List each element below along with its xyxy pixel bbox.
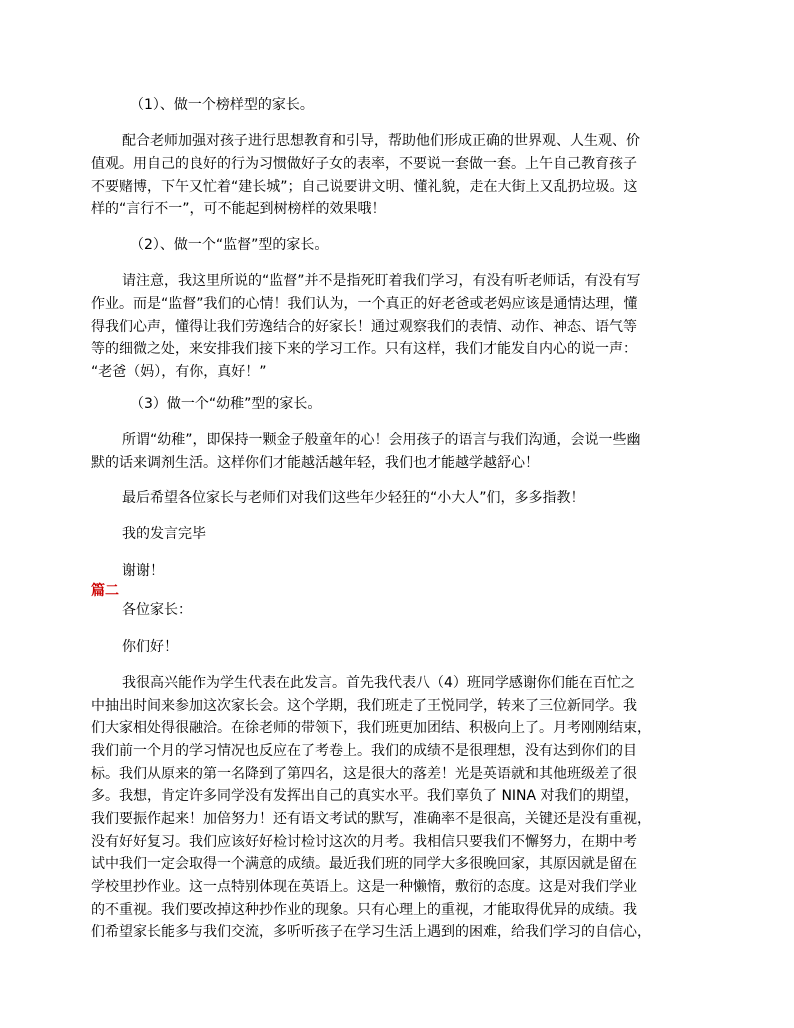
paragraph-line: 我很高兴能作为学生代表在此发言。首先我代表八（4）班同学感谢你们能在百忙之: [122, 675, 635, 691]
speech-end: 我的发言完毕: [122, 526, 206, 542]
paragraph-line: 们希望家长能多与我们交流，多听听孩子在学习生活上遇到的困难，给我们学习的自信心，: [91, 924, 651, 940]
paragraph-line: 请注意，我这里所说的“监督”并不是指死盯着我们学习，有没有听老师话，有没有写: [122, 273, 641, 289]
section-title: 篇二: [91, 583, 119, 599]
thanks: 谢谢！: [122, 563, 164, 579]
paragraph-line: 标。我们从原来的第一名降到了第四名，这是很大的落差！光是英语就和其他班级差了很: [91, 766, 637, 782]
paragraph-line: 不要赌博，下午又忙着“建长城”；自己说要讲文明、懂礼貌，走在大街上又乱扔垃圾。这: [91, 179, 638, 195]
paragraph-line: 样的“言行不一”，可不能起到树榜样的效果哦！: [91, 201, 386, 217]
paragraph-line: 们大家相处得很融洽。在徐老师的带领下，我们班更加团结、积极向上了。月考刚刚结束，: [91, 720, 651, 736]
hello: 你们好！: [122, 639, 178, 655]
greeting: 各位家长：: [122, 602, 192, 618]
heading-role-model: （1）、做一个榜样型的家长。: [130, 97, 314, 113]
paragraph-line: 的不重视。我们要改掉这种抄作业的现象。只有心理上的重视，才能取得优异的成绩。我: [91, 902, 637, 918]
paragraph-line: 得我们心声，懂得让我们劳逸结合的好家长！通过观察我们的表情、动作、神态、语气等: [91, 319, 637, 335]
closing-hope: 最后希望各位家长与老师们对我们这些年少轻狂的“小大人”们，多多指教！: [122, 490, 585, 506]
heading-childlike: （3）做一个“幼稚”型的家长。: [130, 396, 322, 412]
paragraph-line: 没有好好复习。我们应该好好检讨检讨这次的月考。我相信只要我们不懈努力，在期中考: [91, 834, 637, 850]
paragraph-line: 试中我们一定会取得一个满意的成绩。最近我们班的同学大多很晚回家，其原因就是留在: [91, 856, 637, 872]
heading-supervisor: （2）、做一个“监督”型的家长。: [130, 237, 329, 253]
paragraph-line: “老爸（妈），有你，真好！”: [91, 364, 267, 380]
paragraph-line: 学校里抄作业。这一点特别体现在英语上。这是一种懒惰，敷衍的态度。这是对我们学业: [91, 879, 637, 895]
paragraph-line: 我们前一个月的学习情况也反应在了考卷上。我们的成绩不是很理想，没有达到你们的目: [91, 743, 637, 759]
paragraph-line: 所谓“幼稚”，即保持一颗金子般童年的心！会用孩子的语言与我们沟通，会说一些幽: [122, 432, 641, 448]
paragraph-line: 中抽出时间来参加这次家长会。这个学期，我们班走了王悦同学，转来了三位新同学。我: [91, 698, 637, 714]
paragraph-line: 我们要振作起来！加倍努力！还有语文考试的默写，准确率不是很高，关键还是没有重视，: [91, 811, 651, 827]
paragraph-line: 作业。而是“监督”我们的心情！我们认为，一个真正的好老爸或老妈应该是通情达理，懂: [91, 296, 638, 312]
paragraph-line: 配合老师加强对孩子进行思想教育和引导，帮助他们形成正确的世界观、人生观、价: [122, 133, 640, 149]
paragraph-line: 值观。用自己的良好的行为习惯做好子女的表率，不要说一套做一套。上午自己教育孩子: [91, 156, 637, 172]
paragraph-line: 默的话来调剂生活。这样你们才能越活越年轻，我们也才能越学越舒心！: [91, 455, 539, 471]
paragraph-line: 多。我想，肯定许多同学没有发挥出自己的真实水平。我们辜负了 NINA 对我们的期望，: [91, 788, 639, 804]
paragraph-line: 等的细微之处，来安排我们接下来的学习工作。只有这样，我们才能发自内心的说一声：: [91, 341, 637, 357]
